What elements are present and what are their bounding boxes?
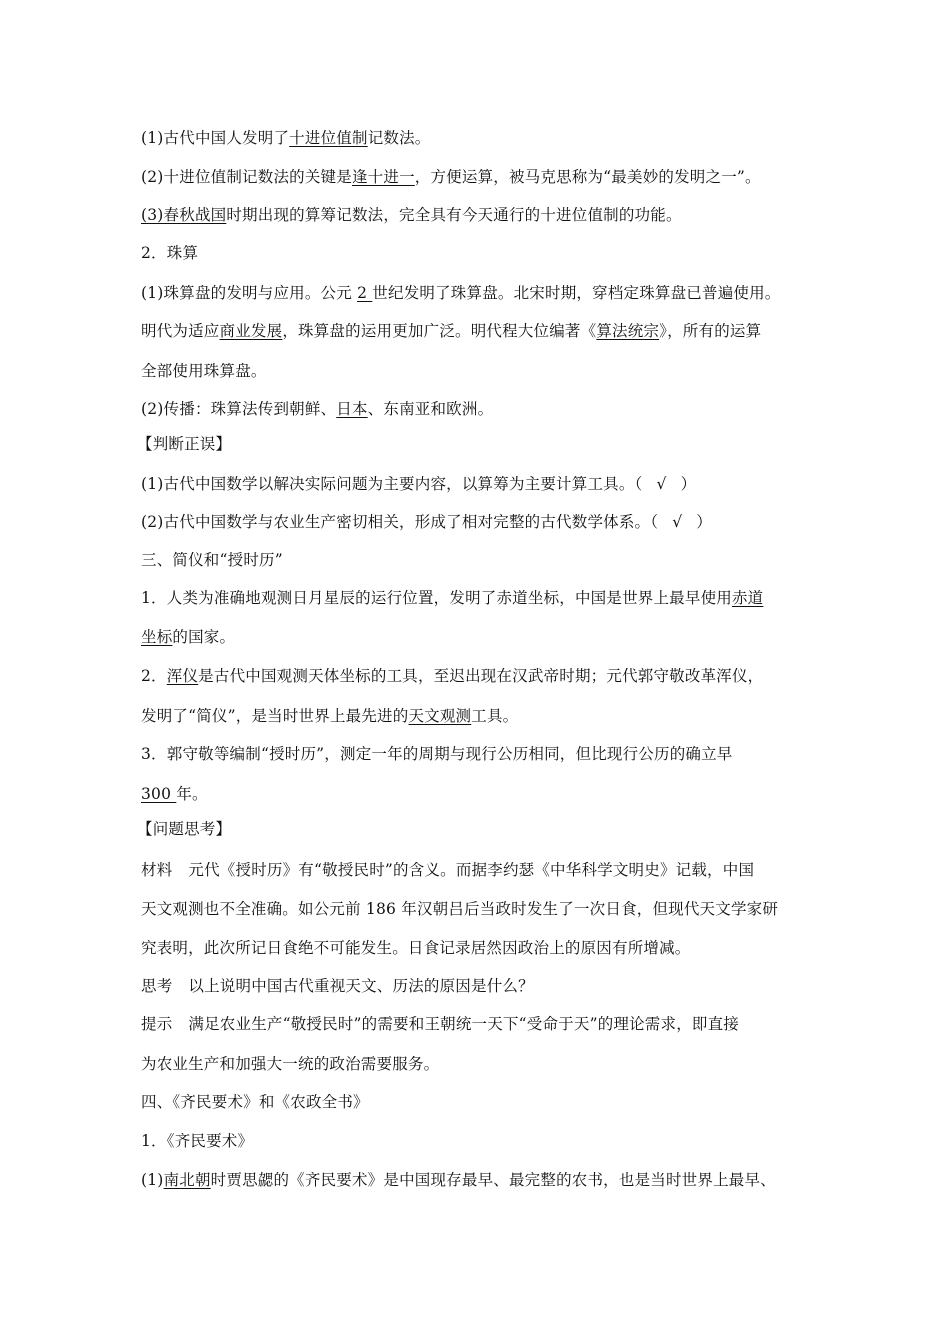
underlined-term: 天文观测 (408, 707, 472, 725)
underlined-term: 商业发展 (219, 322, 283, 340)
numeration-point-3: (3)春秋战国时期出现的算筹记数法，完全具有今天通行的十进位值制的功能。 (141, 206, 682, 224)
abacus-point-1-line-1: (1)珠算盘的发明与应用。公元 2 世纪发明了珠算盘。北宋时期，穿档定珠算盘已普遍使用。 (141, 284, 781, 302)
section-3-point-1-line-1: 1．人类为准确地观测日月星辰的运行位置，发明了赤道坐标，中国是世界上最早使用赤道 (141, 589, 764, 607)
think-line: 思考 以上说明中国古代重视天文、历法的原因是什么？ (141, 977, 534, 995)
material-line-3: 究表明，此次所记日食绝不可能发生。日食记录居然因政治上的原因有所增减。 (141, 939, 691, 957)
material-line-2: 天文观测也不全准确。如公元前 186 年汉朝吕后当政时发生了一次日食，但现代天文学家研 (141, 900, 779, 918)
abacus-point-1-line-3: 全部使用珠算盘。 (141, 362, 267, 380)
section-3-point-1-line-2: 坐标的国家。 (141, 628, 236, 646)
abacus-point-1-line-2: 明代为适应商业发展，珠算盘的运用更加广泛。明代程大位编著《算法统宗》，所有的运算 (141, 322, 762, 340)
numeration-point-1: (1)古代中国人发明了十进位值制记数法。 (141, 129, 431, 147)
section-3-point-3-line-1: 3．郭守敬等编制“授时历”，测定一年的周期与现行公历相同，但比现行公历的确立早 (141, 745, 733, 763)
hint-line-2: 为农业生产和加强大一统的政治需要服务。 (141, 1055, 440, 1073)
judge-question-1: (1)古代中国数学以解决实际问题为主要内容，以算筹为主要计算工具。（ √ ） (141, 475, 697, 493)
section-3-heading: 三、简仪和“授时历” (141, 551, 283, 569)
numeration-point-2: (2)十进位值制记数法的关键是逢十进一，方便运算，被马克思称为“最美妙的发明之一”。 (141, 168, 761, 186)
section-3-point-2-line-2: 发明了“简仪”，是当时世界上最先进的天文观测工具。 (141, 707, 519, 725)
section-4-point-1: (1)南北朝时贾思勰的《齐民要术》是中国现存最早、最完整的农书，也是当时世界上最早、 (141, 1171, 776, 1189)
underlined-term: 浑仪 (166, 667, 199, 685)
question-heading: 【问题思考】 (137, 820, 232, 838)
underlined-term: 十进位值制 (289, 129, 368, 147)
section-4-subheading: 1．《齐民要术》 (141, 1132, 254, 1150)
underlined-term: 日本 (336, 400, 368, 418)
underlined-term: 南北朝 (163, 1171, 211, 1189)
underlined-term: 坐标 (141, 628, 173, 646)
section-3-point-2-line-1: 2．浑仪是古代中国观测天体坐标的工具，至迟出现在汉武帝时期；元代郭守敬改革浑仪， (141, 667, 764, 685)
judge-heading: 【判断正误】 (137, 435, 232, 453)
abacus-point-2: (2)传播：珠算法传到朝鲜、日本、东南亚和欧洲。 (141, 400, 494, 418)
hint-line-1: 提示 满足农业生产“敬授民时”的需要和王朝统一天下“受命于天”的理论需求，即直接 (141, 1015, 740, 1033)
check-mark: √ (656, 475, 667, 493)
underlined-term: 逢十进一 (351, 168, 415, 186)
abacus-heading: 2．珠算 (141, 244, 199, 262)
section-3-point-3-line-2: 300 年。 (141, 785, 208, 803)
judge-question-2: (2)古代中国数学与农业生产密切相关，形成了相对完整的古代数学体系。（ √ ） (141, 513, 712, 531)
underlined-term: 2 (357, 284, 373, 302)
material-line-1: 材料 元代《授时历》有“敬授民时”的含义。而据李约瑟《中华科学文明史》记载，中国 (141, 861, 755, 879)
section-4-heading: 四、《齐民要术》和《农政全书》 (141, 1093, 369, 1111)
underlined-term: 算法统宗 (596, 322, 660, 340)
underlined-term: 赤道 (731, 589, 764, 607)
underlined-term: (3)春秋战国 (141, 206, 227, 224)
underlined-term: 300 (141, 785, 177, 803)
check-mark: √ (672, 513, 683, 531)
